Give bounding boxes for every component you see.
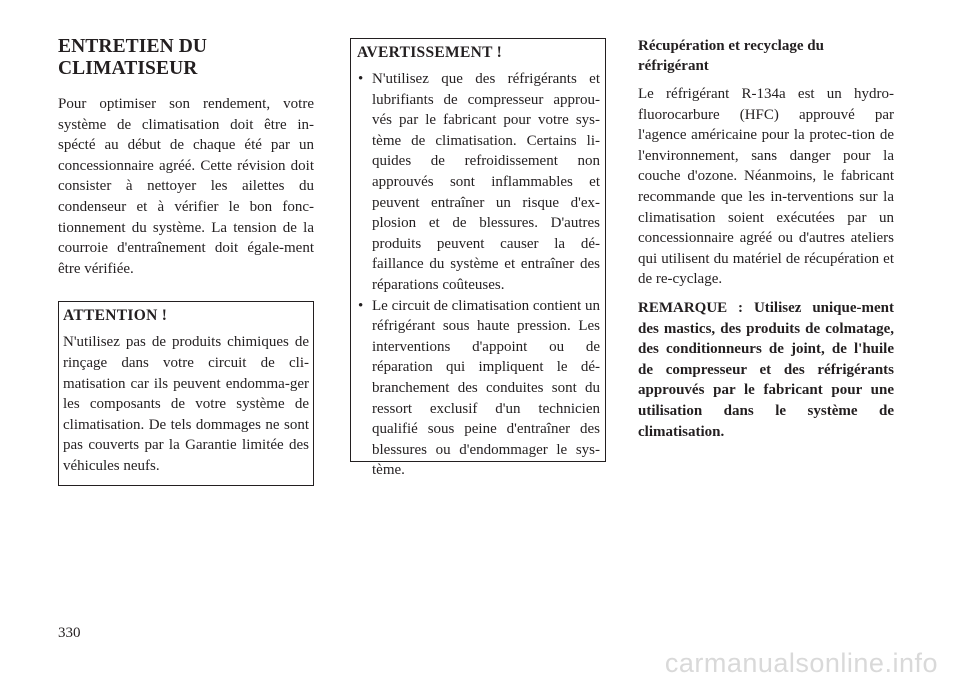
attention-text: N'utilisez pas de produits chimiques de rinçage dans votre circuit de cli-matisation car ils peuvent endomma-ger les composants de votre système de climatisation. De tels dommages ne sont pas couverts par la Garantie limitée des véhicules neufs. [63,334,309,474]
bullet-icon: • [358,71,364,87]
warning-list [357,69,600,481]
attention-box [58,301,314,485]
section-title [58,36,314,80]
left-column [58,36,314,486]
section-title-line2: CLIMATISEUR [58,58,198,79]
middle-column [350,38,606,479]
warning-title: AVERTISSEMENT ! [357,44,503,61]
warning-box [350,38,606,479]
bullet-icon: • [358,297,364,314]
maintenance-paragraph: Pour optimiser son rendement, votre système de climatisation doit être in-spécté au début de chaque été par un concessionnaire agréé. Cette révision doit consister à nettoyer les ailettes du condenseur et à vérifier le bon fonc-tionnement du système. La tension de la courroie d'entraînement doit égale-ment être vérifiée. [58,96,314,277]
warning-item-text: N'utilisez que des réfrigérants et lubrifiants de compresseur approu-vés par le fabricant pour votre sys-tème de climatisation. Certains li-quides de refroidissement non approuvés sont inflammables et peuvent entraîner un risque d'ex-plosion et de blessures. D'autres produits peuvent causer la dé-faillance du système et entraîner des réparations coûteuses. [372,71,600,293]
warning-item [357,69,600,296]
warning-item-text: Le circuit de climatisation contient un réfrigérant sous haute pression. Les interventions d'appoint ou de réparation qui impliquent le dé-branchement des conduites sont du ressort exclusif d'un technicien qualifié sous peine d'entraîner des blessures ou d'endommager le sys-tème. [372,297,600,479]
recycling-subheading: Récupération et recyclage du réfrigérant [638,38,824,74]
recycling-paragraph: Le réfrigérant R-134a est un hydro-fluorocarbure (HFC) approuvé par l'agence américaine pour la protec-tion de l'environnement, sans danger pour la couche d'ozone. Néanmoins, le fabricant recommande que les in-terventions sur la climatisation soient exécutées par un concessionnaire agréé ou d'autres ateliers qui utilisent du matériel de récupération et de re-cyclage. [638,86,894,288]
page-number: 330 [58,625,81,641]
attention-title: ATTENTION ! [63,307,168,325]
watermark: carmanualsonline.info [664,648,938,678]
warning-item [357,296,600,481]
section-title-line1: ENTRETIEN DU [58,36,208,57]
note-paragraph: REMARQUE : Utilisez unique-ment des mastics, des produits de colmatage, des conditionneurs de joint, de l'huile de compresseur et des réfrigérants approuvés par le fabricant pour une utilisation dans le système de climatisation. [638,299,894,440]
right-column [638,36,894,442]
